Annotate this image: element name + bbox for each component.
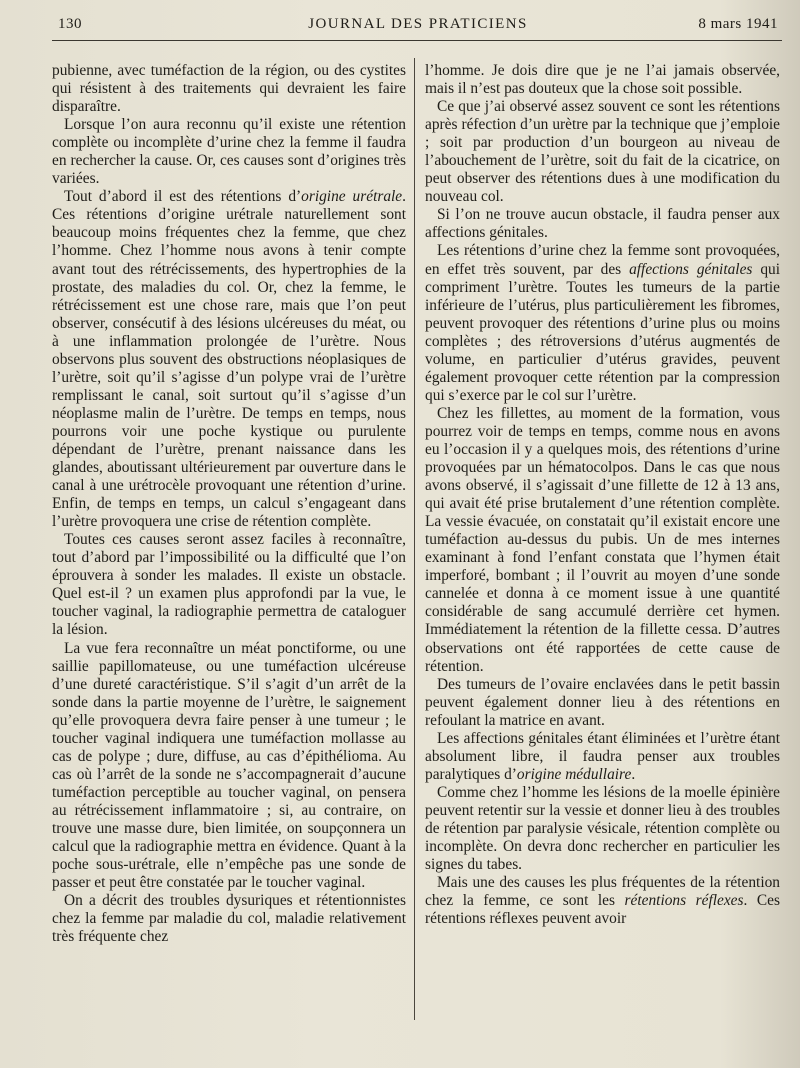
header-rule (52, 40, 782, 41)
paragraph (425, 242, 780, 404)
text-run: Tout d’abord il est des rétentions d’ (64, 188, 302, 206)
column-divider (414, 58, 415, 1020)
text-run: Les affections génitales étant éliminées et l’urètre étant absolument libre, il faudra penser aux troubles paralytiques d’ (425, 729, 780, 783)
italic-phrase: rétentions réflexes (624, 892, 744, 910)
text-run: . (631, 765, 636, 783)
italic-phrase: origine urétrale (301, 188, 403, 206)
italic-phrase: affections génitales (629, 260, 753, 278)
paragraph (425, 405, 780, 676)
text-run: pubienne, avec tuméfaction de la région, ou des cystites qui résistent à des traitements qui devraient les faire disparaître. (52, 62, 406, 116)
paragraph (52, 640, 406, 893)
text-run: Mais une des causes les plus fréquentes de la rétention chez la femme, ce sont les (425, 874, 780, 910)
text-run: Toutes ces causes seront assez faciles à reconnaître, tout d’abord par l’impossibilité ou la difficulté que l’on éprouvera à sonder les malades. Il existe un obstacle. Quel est-il ? un examen plus approfondi par la vue, le toucher vaginal, la radiographie permettra de cataloguer la lésion. (52, 531, 406, 639)
text-run: Des tumeurs de l’ovaire enclavées dans le petit bassin peuvent également donner lieu à des rétentions en refoulant la matrice en avant. (425, 675, 780, 729)
paragraph (425, 730, 780, 784)
text-run: Si l’on ne trouve aucun obstacle, il faudra penser aux affections génitales. (425, 206, 780, 242)
paragraph (425, 676, 780, 730)
text-run: La vue fera reconnaître un méat ponctiforme, ou une saillie papillomateuse, ou une tuméfaction ulcéreuse d’une dureté caractéristique. S’il s’agit d’un arrêt de la sonde dans la partie moyenne de l’urètre, le saignement qu’elle provoquera devra faire penser à une tumeur ; le toucher vaginal indiquera une tuméfaction mollasse au cas de polype ; dure, diffuse, au cas d’épithélioma. Au cas où l’arrêt de la sonde ne s’accompagnerait d’aucune tuméfaction perceptible au toucher vaginal, on pensera au rétrécissement inflammatoire ; si, au contraire, on trouve une masse dure, bien limitée, on soupçonnera un calcul que la radiographie mettra en évidence. Quant à la poche sous-urétrale, elle n’empêche pas une sonde de passer et peut être constatée par le toucher vaginal. (52, 639, 406, 892)
paragraph (425, 874, 780, 928)
text-run: . Ces rétentions d’origine urétrale naturellement sont beaucoup moins fréquentes chez la femme, que chez l’homme. Chez l’homme nous avons à tenir compte avant tout des rétrécissements, des hypertrophies de la prostate, des maladies du col. Or, chez la femme, le rétrécissement est une chose rare, mais que l’on peut observer, consécutif à des lésions ulcéreuses du méat, ou à une inflammation prolongée de l’urètre. Nous observons plus souvent des obstructions néoplasiques de l’urètre, soit qu’il s’agisse d’un polype vrai de l’urètre remplissant le canal, soit surtout qu’il s’agisse d’un néoplasme malin de l’urètre. De temps en temps, nous pourrons voir une poche kystique ou purulente dépendant de l’urètre, prenant naissance dans les glandes, aboutissant ultérieurement par ouverture dans le canal à une urétrocèle provoquant une rétention d’urine. Enfin, de temps en temps, un calcul s’engageant dans l’urètre provoquera une crise de rétention complète. (52, 188, 406, 531)
paragraph (52, 188, 406, 531)
journal-title: JOURNAL DES PRATICIENS (308, 16, 528, 32)
italic-phrase: origine médullaire (516, 765, 632, 783)
text-run: l’homme. Je dois dire que je ne l’ai jamais observée, mais il n’est pas douteux que la chose soit possible. (425, 62, 780, 98)
issue-date: 8 mars 1941 (698, 16, 778, 32)
paragraph (425, 784, 780, 874)
paragraph (425, 98, 780, 206)
text-run: . Ces rétentions réflexes peuvent avoir (425, 892, 780, 928)
text-run: Les rétentions d’urine chez la femme sont provoquées, en effet très souvent, par des (425, 242, 780, 278)
paragraph (52, 62, 406, 116)
text-run: Lorsque l’on aura reconnu qu’il existe une rétention complète ou incomplète d’urine chez la femme il faudra en rechercher la cause. Or, ces causes sont d’origines très variées. (52, 116, 406, 188)
text-run: On a décrit des troubles dysuriques et rétentionnistes chez la femme par maladie du col, maladie relativement très fréquente chez (52, 892, 406, 946)
paragraph (52, 116, 406, 188)
text-run: Chez les fillettes, au moment de la formation, vous pourrez voir de temps en temps, comme nous en avons eu l’occasion il y a quelques mois, des rétentions d’urine provoquées par un hématocolpos. Dans le cas que nous avons observé, il s’agissait d’une fillette de 12 à 13 ans, qui avait été prise brutalement d’une rétention complète. La vessie évacuée, on constatait qu’il existait encore une tuméfaction au-dessus du pubis. Un de mes internes examinant à fond l’enfant constata que l’hymen était imperforé, bombant ; il l’ouvrit au moyen d’une sonde cannelée et donna à ce moment issue à une quantité considérable de sang accumulé derrière cet hymen. Immédiatement la rétention de la fillette cessa. D’autres observations ont été rapportées de cette cause de rétention. (425, 404, 780, 675)
page-header (58, 16, 778, 38)
text-run: qui compriment l’urètre. Toutes les tumeurs de la partie inférieure de l’utérus, plus particulièrement les fibromes, peuvent provoquer des rétentions d’urine plus ou moins complètes ; des rétroversions d’utérus augmentés de volume, en particulier d’utérus gravides, peuvent également provoquer cette rétention par la compression qui s’exerce par le col sur l’urètre. (425, 260, 780, 404)
text-run: Ce que j’ai observé assez souvent ce sont les rétentions après réfection d’un urètre par la technique que j’emploie ; soit par production d’un bourgeon au niveau de l’abouchement de l’urètre, soit du fait de la cicatrice, on peut observer des rétentions dues à une modification du nouveau col. (425, 98, 780, 206)
paragraph (425, 206, 780, 242)
page-number: 130 (58, 16, 82, 32)
paragraph (425, 62, 780, 98)
paragraph (52, 892, 406, 946)
left-text-column (52, 62, 406, 946)
text-run: Comme chez l’homme les lésions de la moelle épinière peuvent retentir sur la vessie et donner lieu à des troubles de rétention par paralysie vésicale, rétention complète ou incomplète. On devra donc rechercher en particulier les signes du tabes. (425, 783, 780, 874)
right-text-column (425, 62, 780, 928)
paragraph (52, 531, 406, 639)
